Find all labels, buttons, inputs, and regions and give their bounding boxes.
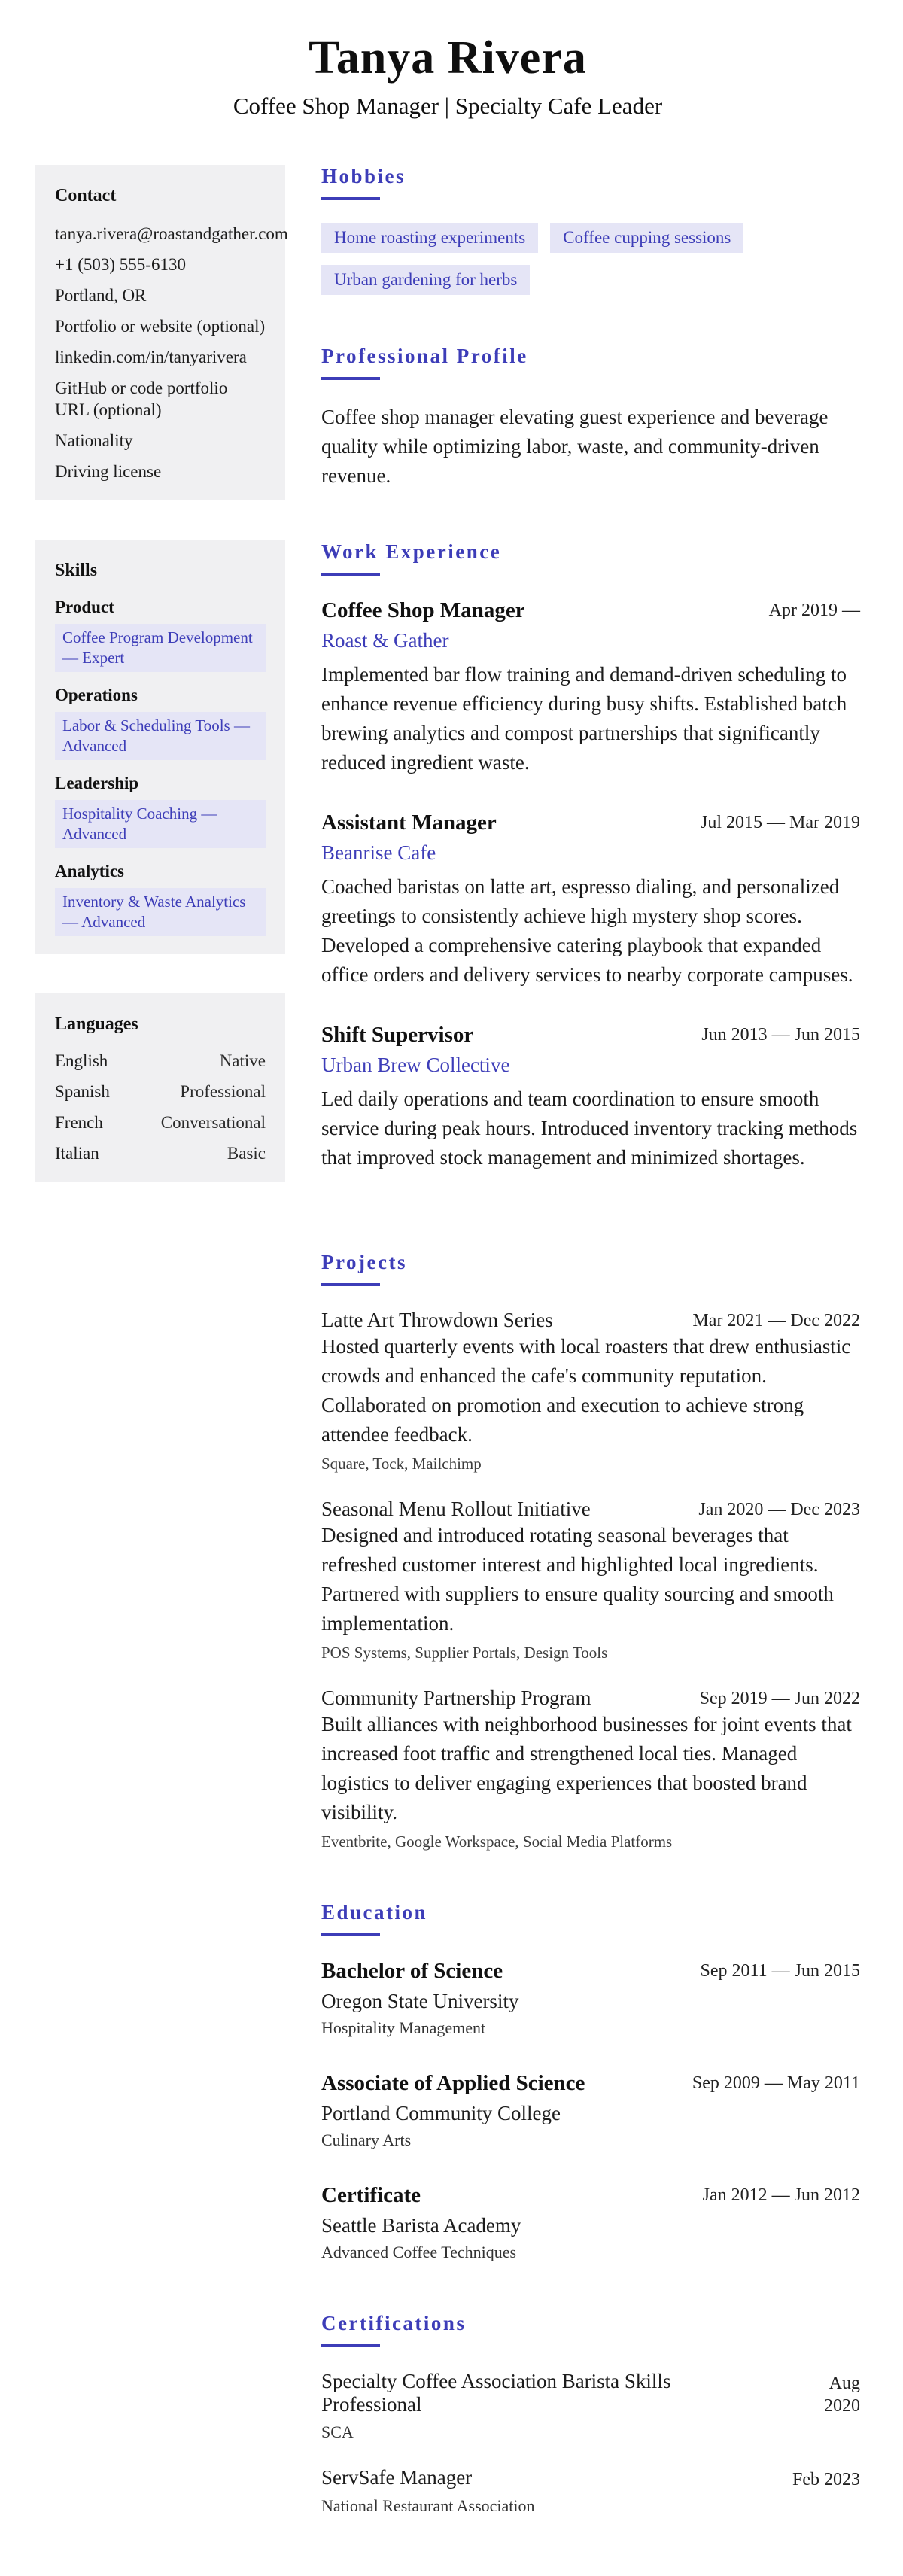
- education-header: [321, 2183, 860, 2208]
- skill-category: Leadership: [55, 774, 139, 792]
- certification-header: [321, 2370, 860, 2417]
- projects-section: [321, 1251, 860, 1851]
- contact-location: Portland, OR: [55, 286, 147, 305]
- skill-category: Product: [55, 598, 114, 616]
- project-item: [321, 1498, 860, 1662]
- education-dates: Jan 2012 — Jun 2012: [702, 2185, 860, 2205]
- job-description: Implemented bar flow training and demand-driven scheduling to enhance revenue efficiency during busy shifts. Established batch brewing analytics and compost partnerships that significantly reduced ingredient waste.: [321, 663, 847, 774]
- contact-title: Contact: [55, 186, 117, 205]
- language-row: [55, 1144, 266, 1163]
- job-item: [321, 811, 860, 990]
- skill-chip: Labor & Scheduling Tools — Advanced: [55, 712, 266, 760]
- job-item: [321, 598, 860, 777]
- language-level: Professional: [180, 1082, 266, 1101]
- certification-item: [321, 2370, 860, 2442]
- job-dates: Jul 2015 — Mar 2019: [701, 813, 860, 832]
- profile-text: Coffee shop manager elevating guest experience and beverage quality while optimizing labor, waste, and community-driven revenue.: [321, 406, 829, 487]
- contact-github: GitHub or code portfolio URL (optional): [55, 379, 228, 419]
- resume-header: [35, 32, 860, 120]
- education-degree: Certificate: [321, 2183, 421, 2207]
- projects-title: Projects: [321, 1251, 407, 1273]
- contact-portfolio: Portfolio or website (optional): [55, 317, 266, 336]
- section-underline: [321, 1933, 380, 1936]
- education-school: Seattle Barista Academy: [321, 2214, 521, 2237]
- language-row: [55, 1082, 266, 1102]
- education-item: [321, 2071, 860, 2150]
- language-name: Italian: [55, 1144, 99, 1163]
- job-header: [321, 1023, 860, 1048]
- education-degree: Associate of Applied Science: [321, 2071, 585, 2095]
- education-field: Advanced Coffee Techniques: [321, 2243, 517, 2261]
- profile-title: Professional Profile: [321, 345, 528, 367]
- education-item: [321, 2183, 860, 2262]
- person-name: Tanya Rivera: [309, 32, 587, 84]
- language-row: [55, 1113, 266, 1133]
- project-dates: Jan 2020 — Dec 2023: [698, 1500, 860, 1519]
- job-header: [321, 598, 860, 623]
- job-dates: Jun 2013 — Jun 2015: [701, 1025, 860, 1045]
- language-name: English: [55, 1051, 108, 1070]
- certification-name: ServSafe Manager: [321, 2466, 473, 2489]
- job-description: Led daily operations and team coordination to ensure smooth service during peak hours. Introduced inventory tracking methods that improved stock management and minimized shortages.: [321, 1087, 858, 1169]
- job-description: Coached baristas on latte art, espresso dialing, and personalized greetings to consistently achieve high mystery shop scores. Developed a comprehensive catering playbook that expanded office orders and delivery services to nearby corporate campuses.: [321, 875, 853, 986]
- job-role: Coffee Shop Manager: [321, 598, 525, 622]
- contact-phone: +1 (503) 555-6130: [55, 255, 186, 274]
- job-item: [321, 1023, 860, 1172]
- language-row: [55, 1051, 266, 1071]
- skill-category: Operations: [55, 686, 138, 704]
- skill-chip: Coffee Program Development — Expert: [55, 624, 266, 672]
- project-dates: Sep 2019 — Jun 2022: [699, 1689, 860, 1708]
- skill-group: [55, 598, 266, 672]
- education-item: [321, 1959, 860, 2038]
- contact-section: [35, 165, 288, 500]
- project-description: Built alliances with neighborhood businesses for joint events that increased foot traffic and strengthened local ties. Managed logistics to deliver engaging experiences that boosted brand visibility.: [321, 1713, 852, 1823]
- certification-item: [321, 2466, 860, 2516]
- education-degree: Bachelor of Science: [321, 1959, 503, 1983]
- certification-name: Specialty Coffee Association Barista Skills Professional: [321, 2370, 671, 2416]
- project-name: Latte Art Throwdown Series: [321, 1309, 553, 1331]
- project-dates: Mar 2021 — Dec 2022: [692, 1311, 860, 1331]
- project-header: [321, 1309, 860, 1332]
- languages-section: [35, 993, 285, 1182]
- section-underline: [321, 377, 380, 380]
- skill-group: [55, 686, 266, 760]
- section-underline: [321, 197, 380, 200]
- education-title: Education: [321, 1901, 428, 1924]
- project-description: Designed and introduced rotating seasonal beverages that refreshed customer interest and highlighted local ingredients. Partnered with suppliers to ensure quality sourcing and smooth implementation.: [321, 1524, 834, 1635]
- skill-group: [55, 774, 266, 848]
- skills-title: Skills: [55, 561, 98, 580]
- section-underline: [321, 573, 380, 576]
- project-tools: Eventbrite, Google Workspace, Social Media Platforms: [321, 1832, 673, 1851]
- project-name: Seasonal Menu Rollout Initiative: [321, 1498, 591, 1520]
- education-field: Hospitality Management: [321, 2018, 486, 2037]
- section-underline: [321, 2344, 380, 2347]
- education-header: [321, 1959, 860, 1984]
- project-header: [321, 1498, 860, 1521]
- main-column: [321, 165, 860, 2516]
- job-role: Shift Supervisor: [321, 1023, 474, 1047]
- certification-dates: Aug 2020: [824, 2374, 860, 2416]
- certification-issuer: SCA: [321, 2422, 354, 2441]
- project-name: Community Partnership Program: [321, 1686, 591, 1709]
- skill-category: Analytics: [55, 862, 124, 880]
- education-dates: Sep 2009 — May 2011: [692, 2073, 860, 2093]
- project-item: [321, 1686, 860, 1851]
- language-name: French: [55, 1113, 103, 1132]
- language-level: Basic: [227, 1144, 266, 1163]
- skill-chip: Hospitality Coaching — Advanced: [55, 800, 266, 848]
- project-header: [321, 1686, 860, 1710]
- hobbies-title: Hobbies: [321, 165, 406, 187]
- education-school: Portland Community College: [321, 2102, 561, 2124]
- work-experience-section: [321, 540, 860, 1172]
- job-role: Assistant Manager: [321, 811, 497, 835]
- contact-email: tanya.rivera@roastandgather.com: [55, 224, 288, 243]
- project-item: [321, 1309, 860, 1474]
- education-header: [321, 2071, 860, 2096]
- certifications-section: [321, 2312, 860, 2516]
- resume-columns: [35, 165, 860, 2516]
- work-experience-title: Work Experience: [321, 540, 502, 563]
- profile-section: [321, 345, 860, 491]
- certifications-title: Certifications: [321, 2312, 467, 2334]
- job-header: [321, 811, 860, 835]
- contact-driving-license: Driving license: [55, 462, 162, 481]
- sidebar: [35, 165, 288, 1182]
- language-name: Spanish: [55, 1082, 110, 1101]
- hobby-chip: Home roasting experiments: [321, 223, 538, 253]
- person-title: Coffee Shop Manager | Specialty Cafe Leader: [233, 93, 663, 119]
- language-level: Conversational: [160, 1113, 266, 1132]
- education-section: [321, 1901, 860, 2262]
- languages-title: Languages: [55, 1014, 138, 1034]
- skills-section: [35, 540, 285, 954]
- skill-group: [55, 862, 266, 936]
- language-level: Native: [219, 1051, 266, 1070]
- job-company: Beanrise Cafe: [321, 841, 436, 864]
- job-dates: Apr 2019 —: [768, 601, 860, 620]
- certification-header: [321, 2466, 860, 2491]
- project-tools: Square, Tock, Mailchimp: [321, 1455, 482, 1473]
- education-school: Oregon State University: [321, 1990, 519, 2012]
- contact-linkedin: linkedin.com/in/tanyarivera: [55, 348, 247, 366]
- hobby-chip: Coffee cupping sessions: [550, 223, 743, 253]
- hobby-chip-list: [321, 223, 860, 295]
- contact-nationality: Nationality: [55, 431, 133, 450]
- certification-dates: Feb 2023: [792, 2470, 860, 2489]
- certification-issuer: National Restaurant Association: [321, 2496, 535, 2515]
- skill-chip: Inventory & Waste Analytics — Advanced: [55, 888, 266, 936]
- project-description: Hosted quarterly events with local roasters that drew enthusiastic crowds and enhanced the cafe's community reputation. Collaborated on promotion and execution to achieve strong attendee feedback.: [321, 1335, 851, 1446]
- section-underline: [321, 1283, 380, 1286]
- education-field: Culinary Arts: [321, 2130, 412, 2149]
- hobbies-section: [321, 165, 860, 295]
- project-tools: POS Systems, Supplier Portals, Design Tools: [321, 1644, 608, 1662]
- job-company: Urban Brew Collective: [321, 1054, 510, 1076]
- education-dates: Sep 2011 — Jun 2015: [700, 1961, 860, 1981]
- job-company: Roast & Gather: [321, 629, 449, 652]
- hobby-chip: Urban gardening for herbs: [321, 265, 530, 295]
